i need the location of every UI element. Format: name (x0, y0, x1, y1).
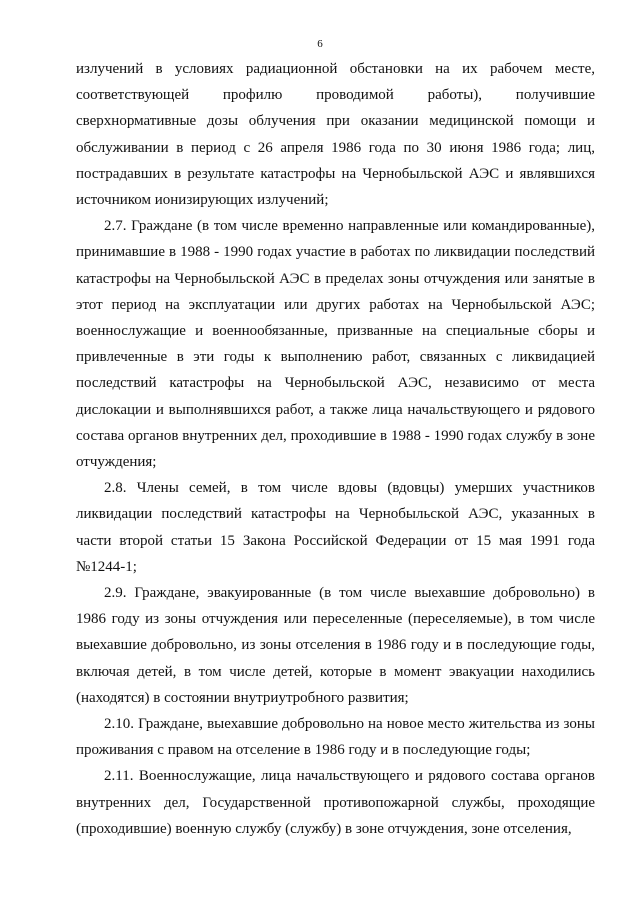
paragraph-2-10: 2.10. Граждане, выехавшие добровольно на новое место жительства из зоны проживания с правом на отселение в 1986 году и в последующие годы; (76, 716, 595, 759)
paragraph-2-11: 2.11. Военнослужащие, лица начальствующего и рядового состава органов внутренних дел, Государственной противопожарной службы, проходящие (проходившие) военную службу (службу) в зоне отчуждения, зоне отселения, (76, 768, 595, 837)
page-number: 6 (317, 38, 323, 50)
paragraph-continuation: излучений в условиях радиационной обстановки на их рабочем месте, соответствующей профилю проводимой работы), получившие сверхнормативные дозы облучения при оказании медицинской помощи и обслуживании в период с 26 апреля 1986 года по 30 июня 1986 года; лиц, пострадавших в результате катастрофы на Чернобыльской АЭС и являвшихся источником ионизирующих излучений; (76, 61, 595, 209)
paragraph-2-7: 2.7. Граждане (в том числе временно направленные или командированные), принимавшие в 1988 - 1990 годах участие в работах по ликвидации последствий катастрофы на Чернобыльской АЭС в пределах зоны отчуждения или занятые в этот период на эксплуатации или других работах на Чернобыльской АЭС; военнослужащие и военнообязанные, призванные на специальные сборы и привлеченные в эти годы к выполнению работ, связанных с ликвидацией последствий катастрофы на Чернобыльской АЭС, независимо от места дислокации и выполнявшихся работ, а также лица начальствующего и рядового состава органов внутренних дел, проходившие в 1988 - 1990 годах службу в зоне отчуждения; (76, 218, 595, 471)
paragraph-2-9: 2.9. Граждане, эвакуированные (в том числе выехавшие добровольно) в 1986 году из зоны отчуждения или переселенные (переселяемые), в том числе выехавшие добровольно, из зоны отселения в 1986 году и в последующие годы, включая детей, в том числе детей, которые в момент эвакуации находились (находятся) в состоянии внутриутробного развития; (76, 585, 595, 706)
document-body (76, 56, 595, 842)
paragraph-2-8: 2.8. Члены семей, в том числе вдовы (вдовцы) умерших участников ликвидации последствий катастрофы на Чернобыльской АЭС, указанных в части второй статьи 15 Закона Российской Федерации от 15 мая 1991 года №1244-1; (76, 480, 595, 575)
